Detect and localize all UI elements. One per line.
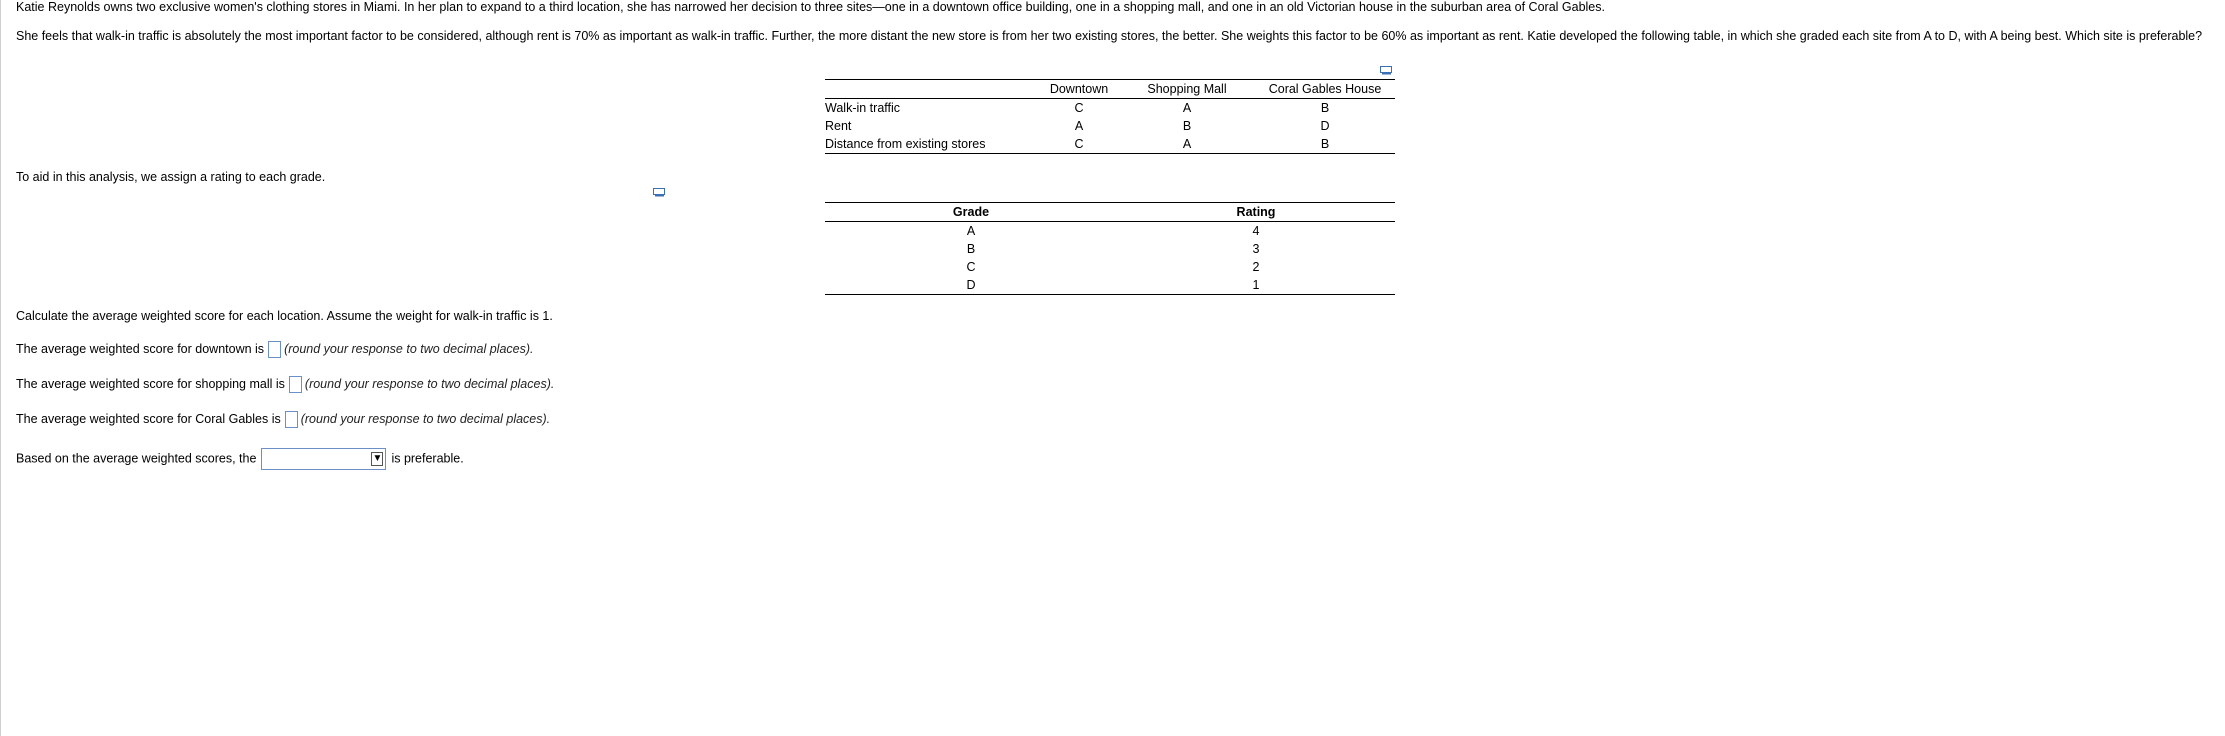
coral-answer-hint: (round your response to two decimal places).	[300, 411, 551, 426]
table-row	[825, 258, 1395, 276]
grade-table-header-downtown: Downtown	[1039, 80, 1119, 99]
grade-cell: A	[1119, 135, 1255, 154]
rating-table-header-grade: Grade	[825, 203, 1117, 222]
site-select-dropdown[interactable]	[261, 448, 386, 470]
rating-table	[825, 202, 1395, 295]
table-row	[825, 240, 1395, 258]
left-border	[0, 0, 1, 736]
grade-value: B	[966, 242, 976, 256]
coral-answer-line	[16, 411, 550, 428]
rating-intro: To aid in this analysis, we assign a rating to each grade.	[16, 170, 326, 184]
grade-cell: A	[1074, 119, 1084, 133]
factor-label: Distance from existing stores	[825, 135, 1039, 154]
mall-answer-prefix: The average weighted score for shopping mall is	[16, 376, 285, 391]
mall-answer-line	[16, 376, 554, 393]
rating-value: 4	[1252, 224, 1260, 238]
grade-cell: C	[1039, 135, 1119, 154]
table-row	[825, 276, 1395, 295]
copy-table-icon[interactable]	[1380, 66, 1393, 75]
conclusion-suffix: is preferable.	[391, 451, 464, 466]
grade-value: D	[825, 276, 1117, 295]
table-row	[825, 222, 1395, 241]
grade-cell: B	[1255, 135, 1395, 154]
table-row	[825, 117, 1395, 135]
grade-cell: A	[1182, 101, 1192, 115]
calc-intro: Calculate the average weighted score for each location. Assume the weight for walk-in traffic is 1.	[16, 309, 553, 323]
chevron-down-icon[interactable]: ▼	[372, 453, 383, 464]
table-row	[825, 99, 1395, 118]
problem-intro: Katie Reynolds owns two exclusive women's clothing stores in Miami. In her plan to expand to a third location, she has narrowed her decision to three sites—one in a downtown office building, one in a shopping mall, and one in an old Victorian house in the suburban area of Coral Gables.	[16, 0, 1605, 14]
downtown-answer-hint: (round your response to two decimal places).	[284, 341, 534, 356]
grade-value: C	[966, 260, 976, 274]
downtown-answer-input[interactable]	[268, 341, 281, 358]
grade-cell: B	[1320, 101, 1330, 115]
rating-value: 1	[1117, 276, 1395, 295]
problem-question: She feels that walk-in traffic is absolutely the most important factor to be considered, although rent is 70% as important as walk-in traffic. Further, the more distant the new store is from her two existing stores, the better. She weights this factor to be 60% as important as rent. Katie developed the following table, in which she graded each site from A to D, with A being best. Which site is preferable?	[16, 29, 2203, 43]
coral-answer-input[interactable]	[285, 411, 298, 428]
copy-table-icon[interactable]	[653, 188, 666, 197]
rating-table-header-rating: Rating	[1117, 203, 1395, 222]
rating-value: 3	[1252, 242, 1260, 256]
grade-cell: B	[1182, 119, 1192, 133]
grade-cell: C	[1074, 101, 1084, 115]
grade-table-header-factor	[825, 80, 1039, 99]
grade-cell: D	[1320, 119, 1330, 133]
table-row	[825, 135, 1395, 154]
downtown-answer-line	[16, 341, 534, 358]
downtown-answer-prefix: The average weighted score for downtown is	[16, 341, 265, 356]
rating-value: 2	[1252, 260, 1260, 274]
grade-value: A	[966, 224, 976, 238]
factor-label: Walk-in traffic	[825, 101, 901, 115]
grade-table	[825, 79, 1395, 154]
mall-answer-input[interactable]	[289, 376, 302, 393]
conclusion-line	[16, 448, 464, 470]
conclusion-prefix: Based on the average weighted scores, the	[16, 451, 257, 466]
grade-table-header-coral: Coral Gables House	[1255, 80, 1395, 99]
mall-answer-hint: (round your response to two decimal places).	[304, 376, 555, 391]
grade-table-header-mall: Shopping Mall	[1119, 80, 1255, 99]
coral-answer-prefix: The average weighted score for Coral Gables is	[16, 411, 281, 426]
factor-label: Rent	[825, 119, 852, 133]
